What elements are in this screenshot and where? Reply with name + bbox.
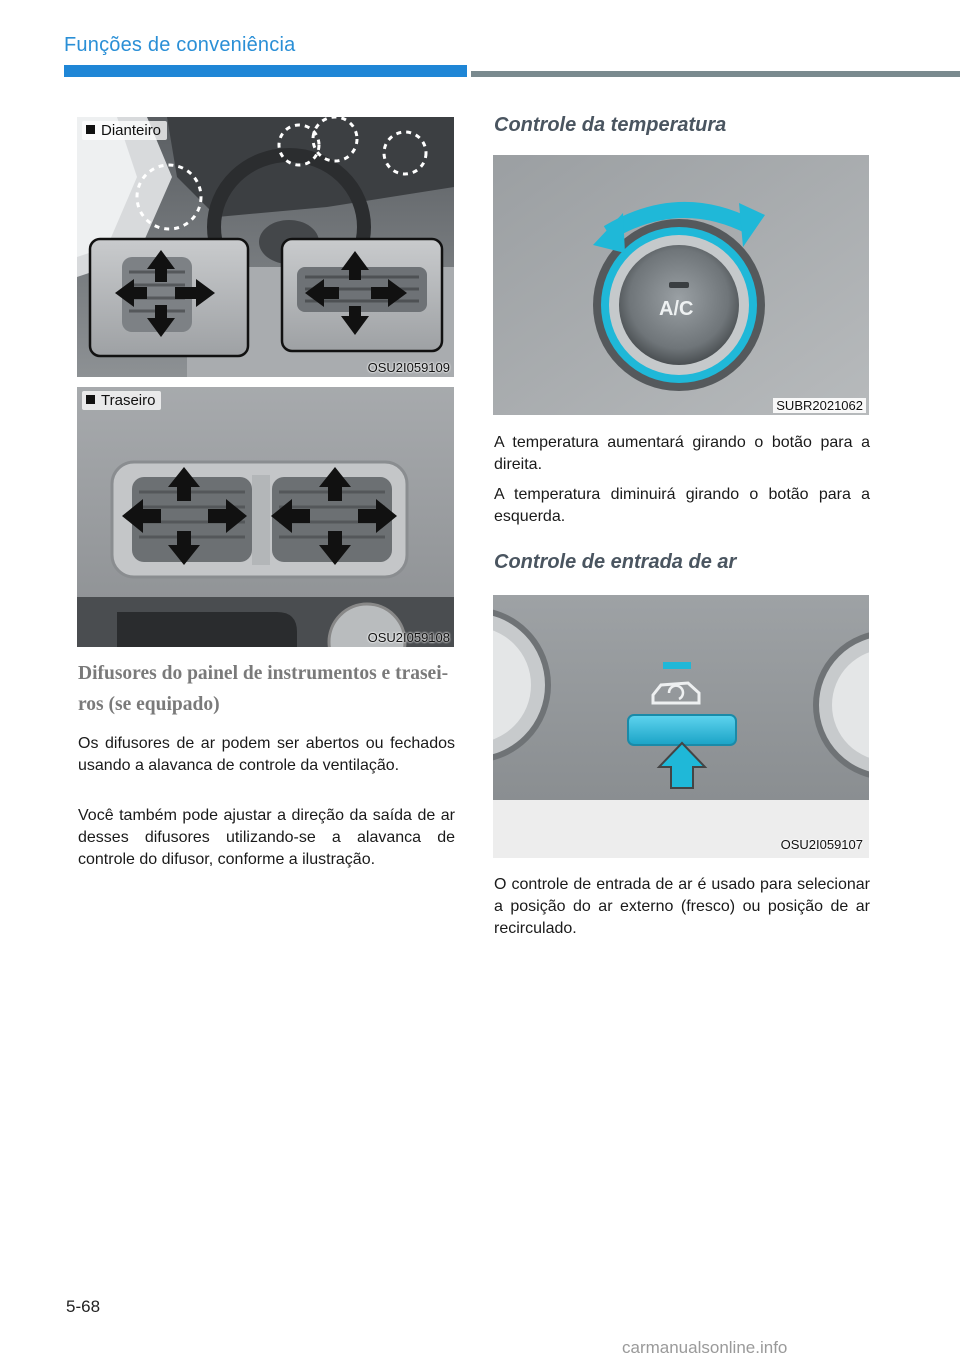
temperature-heading: Controle da temperatura — [494, 114, 727, 136]
temperature-paragraph-2: A temperatura diminuirá girando o botão para a esquerda. — [494, 486, 870, 525]
rear-vents-figure — [77, 387, 454, 647]
section-title: Funções de conveniência — [64, 34, 296, 56]
bullet-square-icon — [86, 395, 95, 404]
header-bar-blue — [64, 65, 467, 77]
air-intake-figure — [493, 595, 869, 858]
bullet-square-icon — [86, 125, 95, 134]
vents-heading-line2: ros (se equipado) — [78, 694, 220, 715]
front-figure-code: OSU2I059109 — [367, 360, 450, 375]
air-intake-heading: Controle de entrada de ar — [494, 551, 737, 573]
vents-heading-line1: Difusores do painel de instrumentos e trasei- — [78, 663, 449, 684]
air-intake-paragraph: O controle de entrada de ar é usado para selecionar a posição do ar externo (fresco) ou posição de ar recirculado. — [494, 876, 870, 937]
front-vents-figure — [77, 117, 454, 377]
front-label-text: Dianteiro — [101, 122, 162, 139]
temperature-figure — [493, 155, 869, 415]
temperature-paragraph-1: A temperatura aumentará girando o botão para a direita. — [494, 434, 870, 473]
watermark: carmanualsonline.info — [622, 1338, 788, 1357]
air-intake-figure-code: OSU2I059107 — [780, 837, 863, 852]
vents-paragraph-2: Você também pode ajustar a direção da saída de ar desses difusores utilizando-se a alavanca de controle do difusor, conforme a ilustração. — [78, 807, 455, 868]
rear-label-text: Traseiro — [101, 392, 156, 409]
vents-heading — [78, 658, 456, 720]
header-bar-gray — [471, 71, 960, 77]
ac-knob-label: A/C — [659, 298, 694, 320]
page-number: 5-68 — [66, 1297, 101, 1316]
rear-figure-code: OSU2I059108 — [367, 630, 450, 645]
rear-label — [82, 391, 161, 410]
vents-paragraph-1: Os difusores de ar podem ser abertos ou fechados usando a alavanca de controle da ventilação. — [78, 735, 455, 774]
front-label — [82, 121, 167, 140]
temperature-figure-code: SUBR2021062 — [773, 398, 866, 413]
